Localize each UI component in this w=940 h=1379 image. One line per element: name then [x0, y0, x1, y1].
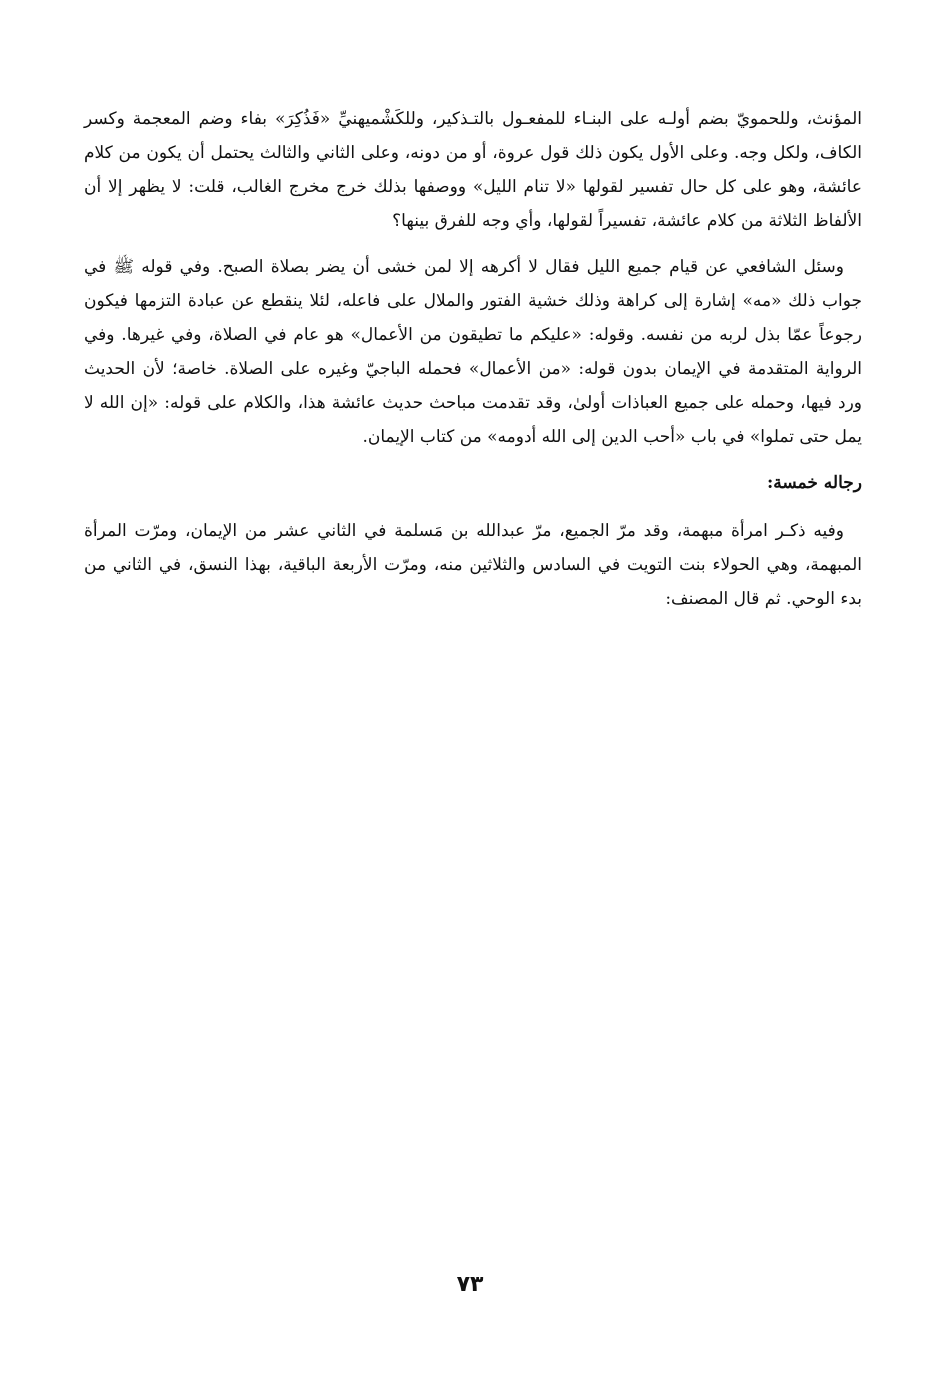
paragraph-2: وسئل الشافعي عن قيام جميع الليل فقال لا أكرهه إلا لمن خشى أن يضر بصلاة الصبح. وفي قوله ﷺ في جواب ذلك «مه» إشارة إلى كراهة وذلك خشية الفتور والملال على فاعله، لئلا ينقطع عن عبادة التزمها فيكون رجوعاً عمّا بذل لربه من نفسه. وقوله: «عليكم ما تطيقون من الأعمال» هو عام في الصلاة، وفي غيرها. وفي الرواية المتقدمة في الإيمان بدون قوله: «من الأعمال» فحمله الباجيّ وغيره على الصلاة. خاصة؛ لأن الحديث ورد فيها، وحمله على جميع العباذات أولىٰ، وقد تقدمت مباحث حديث عائشة هذا، والكلام على قوله: «إن الله لا يمل حتى تملوا» في باب «أحب الدين إلى الله أدومه» من كتاب الإيمان.	[84, 257, 862, 447]
section-heading: رجاله خمسة:	[766, 473, 862, 493]
paragraph-3: وفيه ذكـر امرأة مبهمة، وقد مرّ الجميع، مرّ عبدالله بن مَسلمة في الثاني عشر من الإيمان، ومرّت المرأة المبهمة، وهي الحولاء بنت التويت في السادس والثلاثين منه، ومرّت الأربعة الباقية، بهذا النسق، في الثاني من بدء الوحي. ثم قال المصنف:	[84, 521, 862, 609]
paragraph-1: المؤنث، وللحمويّ بضم أولـه على البنـاء للمفعـول بالتـذكير، وللكَشْميهنيِّ «فَذُكِرَ» بفاء وضم المعجمة وكسر الكاف، ولكل وجه. وعلى الأول يكون ذلك قول عروة، أو من دونه، وعلى الثاني والثالث يحتمل أن يكون من كلام عائشة، وهو على كل حال تفسير لقولها «لا تنام الليل» ووصفها بذلك خرج مخرج الغالب، قلت: لا يظهر إلا أن الألفاظ الثلاثة من كلام عائشة، تفسيراً لقولها، وأي وجه للفرق بينها؟	[84, 109, 862, 231]
page-body	[84, 102, 862, 628]
page-number: ٧٣	[456, 1272, 484, 1297]
